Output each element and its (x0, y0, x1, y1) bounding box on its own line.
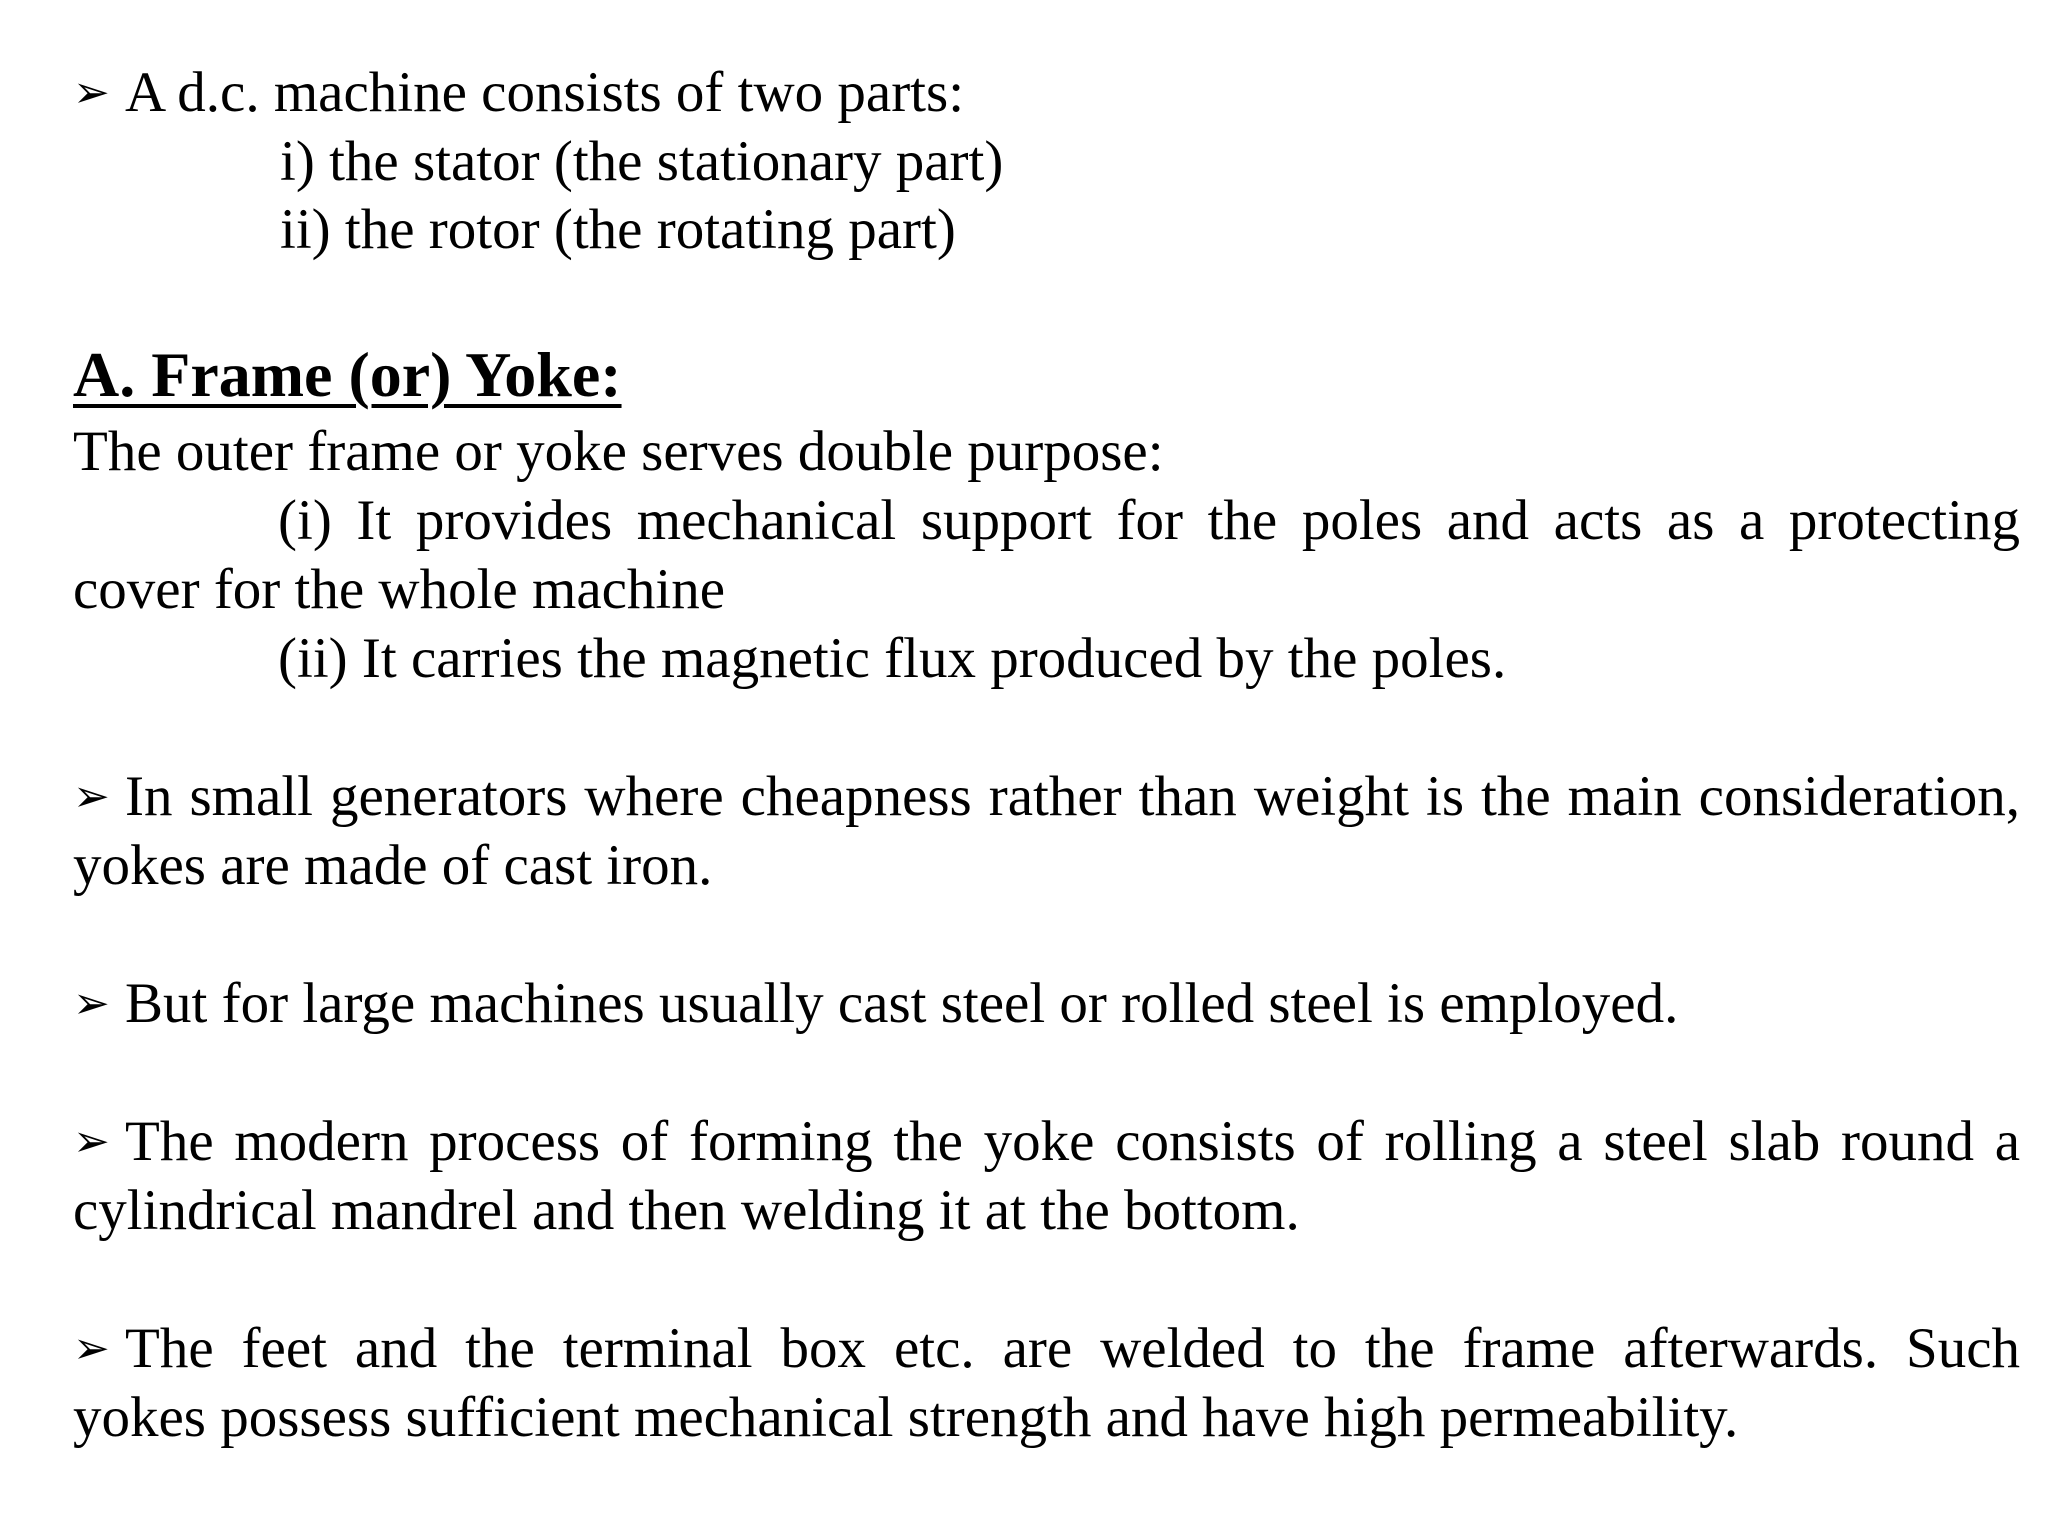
stator-item: i) the stator (the stationary part) (280, 130, 1004, 193)
purpose-item-i-line2: cover for the whole machine (73, 558, 726, 621)
bullet-text: The feet and the terminal box etc. are welded to the frame afterwards. Such (125, 1317, 2020, 1380)
bullet-feet-terminal-line2: yokes possess sufficient mechanical strength and have high permeability. (73, 1386, 1739, 1449)
section-intro: The outer frame or yoke serves double purpose: (73, 420, 1164, 483)
arrow-bullet-icon: ➢ (73, 771, 110, 822)
section-heading: A. Frame (or) Yoke: (73, 339, 622, 410)
bullet-text: In small generators where cheapness rather than weight is the main consideration, (125, 765, 2020, 828)
intro-bullet (73, 59, 964, 127)
bullet-modern-process-line2: cylindrical mandrel and then welding it at the bottom. (73, 1179, 1300, 1242)
purpose-item-i-line1: (i) It provides mechanical support for the poles and acts as a protecting (278, 489, 2020, 552)
bullet-large-machines (73, 970, 1678, 1038)
bullet-small-generators-line2: yokes are made of cast iron. (73, 834, 713, 897)
arrow-bullet-icon: ➢ (73, 1323, 110, 1374)
intro-lead-text: A d.c. machine consists of two parts: (125, 61, 965, 124)
bullet-small-generators-line1 (73, 763, 2020, 831)
bullet-text: But for large machines usually cast steel or rolled steel is employed. (125, 972, 1679, 1035)
bullet-modern-process-line1 (73, 1108, 2020, 1176)
purpose-item-ii: (ii) It carries the magnetic flux produced by the poles. (278, 627, 1507, 690)
bullet-feet-terminal-line1 (73, 1315, 2020, 1383)
arrow-bullet-icon: ➢ (73, 1116, 110, 1167)
arrow-bullet-icon: ➢ (73, 67, 110, 118)
bullet-text: The modern process of forming the yoke consists of rolling a steel slab round a (125, 1110, 2020, 1173)
arrow-bullet-icon: ➢ (73, 978, 110, 1029)
rotor-item: ii) the rotor (the rotating part) (280, 198, 956, 261)
